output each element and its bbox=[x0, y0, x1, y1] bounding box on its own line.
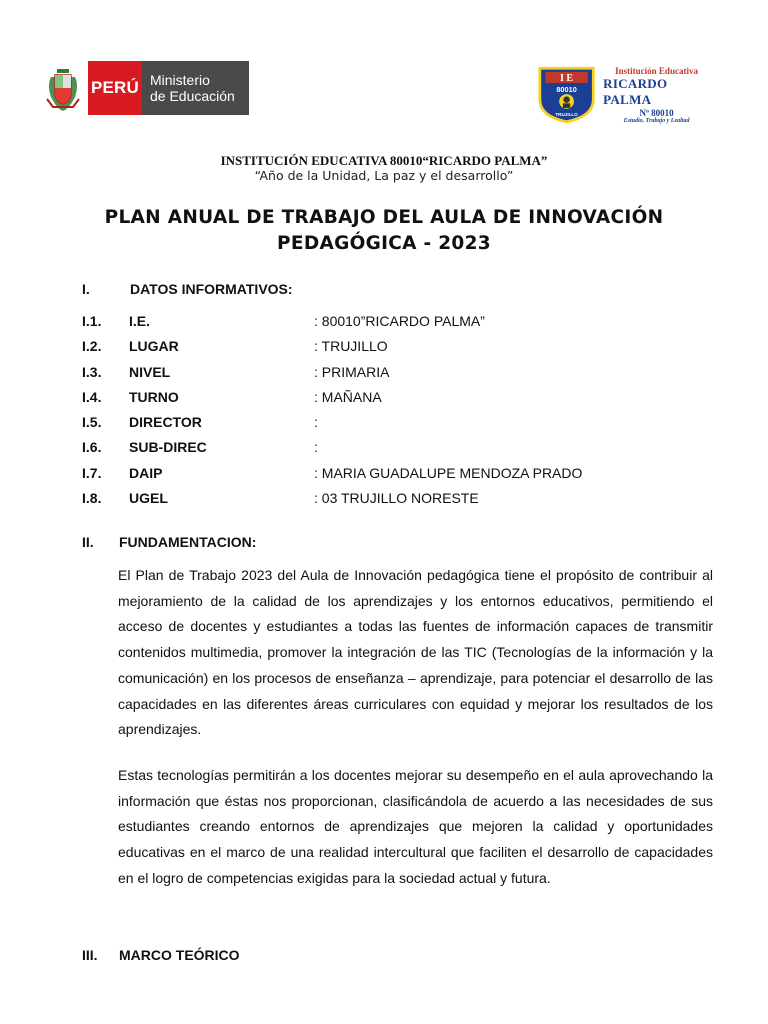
info-number: I.1. bbox=[82, 313, 102, 329]
shield-city: TRUJILLO bbox=[555, 112, 578, 118]
section-number: II. bbox=[82, 534, 94, 550]
info-row bbox=[82, 338, 722, 363]
info-key: SUB-DIREC bbox=[129, 439, 207, 456]
ministry-line-2: de Educación bbox=[150, 88, 235, 104]
info-number: I.2. bbox=[82, 338, 102, 355]
school-logo-motto: Estudio, Trabajo y Lealtad bbox=[623, 118, 690, 124]
info-number: I.5. bbox=[82, 414, 102, 431]
info-row bbox=[82, 364, 722, 389]
info-row bbox=[82, 439, 722, 464]
ministry-label bbox=[142, 61, 249, 115]
section-title: MARCO TEÓRICO bbox=[119, 947, 240, 963]
shield-number: 80010 bbox=[556, 85, 577, 95]
info-value: : TRUJILLO bbox=[314, 338, 388, 355]
info-value: : 80010”RICARDO PALMA” bbox=[314, 313, 485, 329]
section-heading-datos bbox=[82, 281, 293, 297]
info-row bbox=[82, 313, 722, 338]
info-key: UGEL bbox=[129, 490, 168, 507]
shield-letters: I E bbox=[559, 73, 574, 85]
info-row bbox=[82, 465, 722, 490]
info-row bbox=[82, 389, 722, 414]
info-value: : MAÑANA bbox=[314, 388, 382, 405]
info-row bbox=[82, 414, 722, 439]
document-title: PLAN ANUAL DE TRABAJO DEL AULA DE INNOVACIÓN PEDAGÓGICA - 2023 bbox=[104, 207, 664, 254]
info-key: LUGAR bbox=[129, 338, 179, 355]
info-list bbox=[82, 313, 722, 515]
paragraph-fundamentacion-2: Estas tecnologías permitirán a los docentes mejorar su desempeño en el aula aprovechando la información que éstas nos proporcionan, clasificándola de acuerdo a las necesidades de sus estudiantes creando entornos de aprendizajes que mejoren la calidad y oportunidades educativas en el marco de una realidad intercultural que faciliten el desarrollo de capacidades en el logro de competencias exigidas para la sociedad actual y futura. bbox=[118, 767, 713, 886]
info-value: : PRIMARIA bbox=[314, 363, 390, 380]
info-number: I.8. bbox=[82, 490, 102, 507]
section-number: III. bbox=[82, 947, 98, 963]
school-shield-icon bbox=[538, 64, 595, 126]
year-motto: “Año de la Unidad, La paz y el desarrollo” bbox=[254, 168, 514, 183]
info-key: I.E. bbox=[129, 313, 151, 329]
school-logo-text bbox=[603, 66, 710, 124]
info-number: I.4. bbox=[82, 388, 102, 405]
section-heading-marco-teorico bbox=[82, 947, 240, 963]
info-key: TURNO bbox=[129, 388, 179, 405]
info-value: : bbox=[314, 414, 318, 431]
info-value: : 03 TRUJILLO NORESTE bbox=[314, 490, 479, 507]
school-logo-name: RICARDO PALMA bbox=[603, 76, 668, 107]
section-title: DATOS INFORMATIVOS: bbox=[130, 281, 293, 297]
info-number: I.6. bbox=[82, 439, 102, 456]
info-key: DIRECTOR bbox=[129, 414, 202, 431]
ministerio-educacion-logo bbox=[38, 61, 249, 115]
school-logo-top-text: Institución Educativa bbox=[615, 66, 698, 76]
paragraph-fundamentacion-1: El Plan de Trabajo 2023 del Aula de Innovación pedagógica tiene el propósito de contribuir al mejoramiento de la calidad de los aprendizajes y los entornos educativos, permitiendo el acceso de docentes y estudiantes a todas las fuentes de información capaces de transmitir contenidos multimedia, promover la integración de las TIC (Tecnologías de la información y la comunicación) en los procesos de enseñanza – aprendizaje, para potenciar el desarrollo de las capacidades en las diferentes áreas curriculares con equidad y mejorar los resultados de los aprendizajes. bbox=[118, 567, 713, 738]
info-value: : MARIA GUADALUPE MENDOZA PRADO bbox=[314, 464, 583, 481]
info-number: I.3. bbox=[82, 363, 102, 380]
school-logo bbox=[538, 64, 710, 126]
ministry-line-1: Ministerio bbox=[150, 72, 210, 88]
section-heading-fundamentacion bbox=[82, 534, 256, 550]
info-value: : bbox=[314, 439, 318, 456]
section-number: I. bbox=[82, 281, 90, 297]
institution-heading: INSTITUCIÓN EDUCATIVA 80010“RICARDO PALMA” bbox=[220, 153, 548, 168]
info-row bbox=[82, 490, 722, 515]
school-logo-number: Nº 80010 bbox=[639, 108, 674, 118]
section-title: FUNDAMENTACION: bbox=[119, 534, 257, 550]
peru-label: PERÚ bbox=[88, 61, 142, 115]
info-number: I.7. bbox=[82, 464, 102, 481]
info-key: DAIP bbox=[129, 464, 163, 481]
info-key: NIVEL bbox=[129, 363, 171, 380]
peru-coat-of-arms-icon bbox=[38, 61, 88, 115]
